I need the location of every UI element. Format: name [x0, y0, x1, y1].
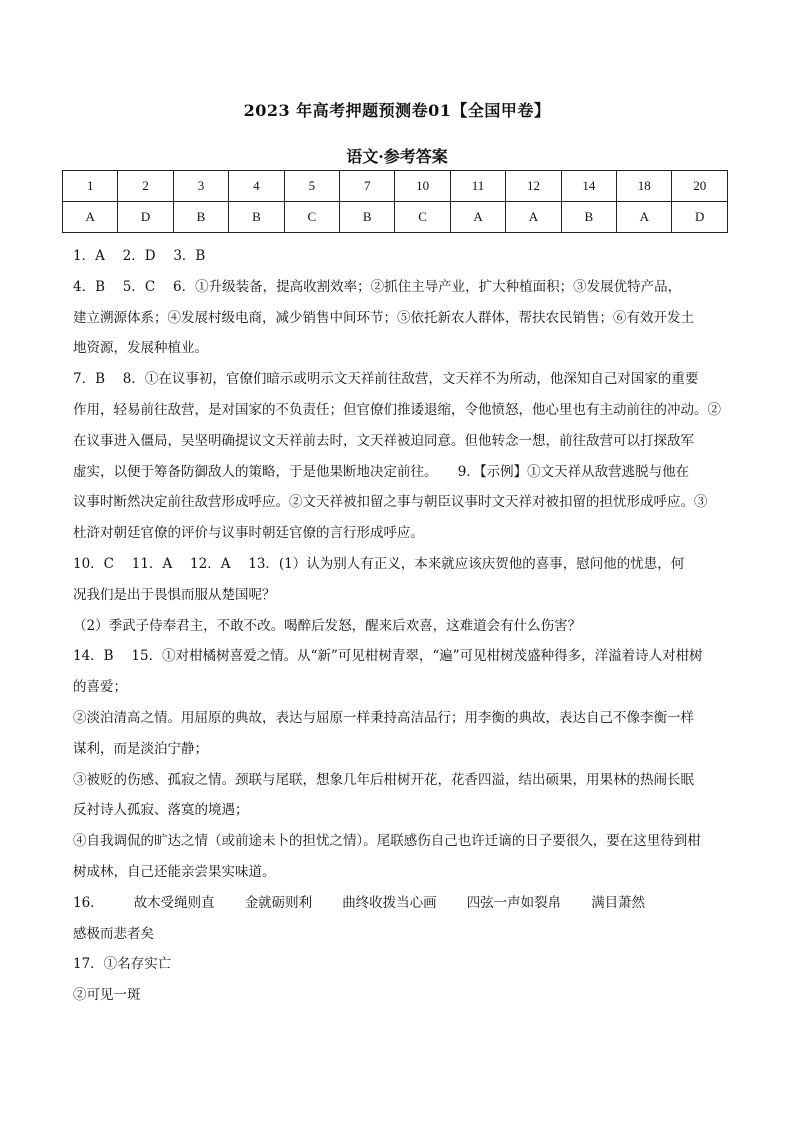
question-number: 18 [617, 171, 672, 202]
question-number: 7 [340, 171, 395, 202]
text-line: 议事时断然决定前往敌营形成呼应。②文天祥被扣留之事与朝臣议事时文天祥对被扣留的担忧形成呼应。③ [73, 494, 708, 511]
answer-cell: B [229, 202, 284, 233]
document-title: 2023 年高考押题预测卷01【全国甲卷】 [243, 101, 551, 120]
question-number: 4 [229, 171, 284, 202]
answer-cell: A [506, 202, 561, 233]
text-line: ②可见一斑 [73, 987, 141, 1004]
text-line: 1．A 2．D 3．B [73, 248, 206, 264]
answer-cell: A [617, 202, 672, 233]
text-line: 树成林，自己还能亲尝果实味道。 [73, 863, 276, 880]
text-line: 10．C 11．A 12．A 13．(1）认为别人有正义，本来就应该庆贺他的喜事，慰问他的忧患，何 [73, 555, 685, 572]
text-line: 作用，轻易前往敌营，是对国家的不负责任；但官僚们推诿退缩，令他愤怒，他心里也有主动前往的冲动。② [73, 401, 721, 418]
text-line: 虚实，以便于筹备防御敌人的策略，于是他果断地决定前往。 9．【示例】①文天祥从敌营逃脱与他在 [73, 463, 690, 480]
text-line: ④自我调侃的旷达之情（或前途未卜的担忧之情）。尾联感伤自己也许迁谪的日子要很久，要在这里待到柑 [73, 833, 701, 850]
question-number: 5 [284, 171, 339, 202]
question-number-row [63, 171, 728, 202]
text-line: 在议事进入僵局，吴坚明确提议文天祥前去时，文天祥被迫同意。但他转念一想，前往敌营可以打探敌军 [73, 432, 694, 449]
answer-cell: B [561, 202, 616, 233]
text-line: 的喜爱； [73, 679, 127, 696]
text-line: （2）季武子侍奉君主，不敢不改。喝醉后发怒，醒来后欢喜，这难道会有什么伤害？ [73, 617, 582, 634]
text-line: 地资源，发展种植业。 [73, 340, 208, 357]
text-line: 杜浒对朝廷官僚的评价与议事时朝廷官僚的言行形成呼应。 [73, 525, 424, 542]
fill-answer: 金就砺则利 [244, 894, 313, 911]
question-number: 11 [450, 171, 505, 202]
text-line: 建立溯源体系；④发展村级电商，减少销售中间环节；⑤依托新农人群体，帮扶农民销售；⑥有效开发土 [73, 309, 694, 326]
answer-cell: B [173, 202, 228, 233]
answer-cell: A [450, 202, 505, 233]
answer-cell: A [63, 202, 118, 233]
question-number: 20 [672, 171, 728, 202]
answer-cell: C [284, 202, 339, 233]
text-line: ③被贬的伤感、孤寂之情。颈联与尾联，想象几年后柑树开花，花香四溢，结出硕果，用果林的热闹长眠 [73, 771, 694, 788]
text-line: 7．B 8．①在议事初，官僚们暗示或明示文天祥前往敌营，文天祥不为所动，他深知自己对国家的重要 [73, 371, 699, 388]
fill-answer: 曲终收拨当心画 [342, 894, 437, 911]
question-number: 3 [173, 171, 228, 202]
question-number: 1 [63, 171, 118, 202]
text-line: 反衬诗人孤寂、落寞的境遇； [73, 802, 249, 819]
text-line: 谋利，而是淡泊宁静； [73, 740, 208, 757]
document-subtitle: 语文·参考答案 [346, 147, 448, 166]
answer-body [73, 241, 733, 1011]
answer-cell: B [340, 202, 395, 233]
question-number: 10 [395, 171, 450, 202]
fill-answer: 故木受绳则直 [133, 894, 215, 911]
fill-answer: 四弦一声如裂帛 [466, 894, 562, 911]
answer-cell: D [118, 202, 173, 233]
text-line: 14．B 15．①对柑橘树喜爱之情。从“新”可见柑树青翠，“遍”可见柑树茂盛种得多，洋溢着诗人对柑树 [73, 648, 703, 665]
answer-cell: C [395, 202, 450, 233]
question-16-number: 16． [73, 894, 104, 911]
text-line: 4．B 5．C 6．①升级装备，提高收割效率；②抓住主导产业，扩大种植面积；③发展优特产品， [73, 278, 682, 295]
answer-row [63, 202, 728, 233]
answer-cell: D [672, 202, 728, 233]
text-line: 感极而悲者矣 [73, 925, 154, 942]
answer-table [62, 170, 728, 233]
question-number: 2 [118, 171, 173, 202]
fill-in-line [73, 888, 733, 919]
fill-answer: 满目萧然 [591, 894, 646, 911]
question-number: 14 [561, 171, 616, 202]
question-number: 12 [506, 171, 561, 202]
text-line: 况我们是出于畏惧而服从楚国呢？ [73, 586, 276, 603]
text-line: 17．①名存实亡 [73, 956, 172, 973]
text-line: ②淡泊清高之情。用屈原的典故，表达与屈原一样秉持高洁品行；用李衡的典故，表达自己不像李衡一样 [73, 709, 694, 726]
